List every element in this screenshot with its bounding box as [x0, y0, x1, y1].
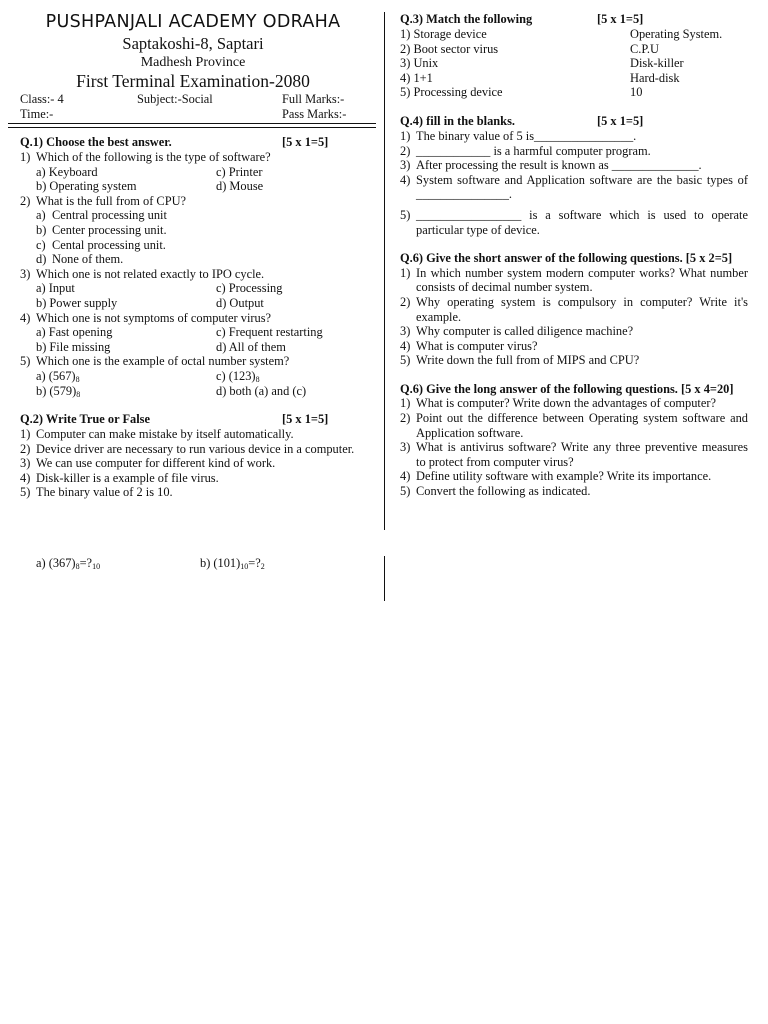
- q1-options-row: a) Input c) Processing: [36, 281, 283, 296]
- header-rule-bottom: [8, 127, 376, 128]
- convert-b: b) $(101)_{10}=?_2$: [200, 556, 265, 571]
- q2-item: 3) We can use computer for different kind of work.: [20, 456, 276, 471]
- q3-match-row: 4) 1+1 Hard-disk: [400, 70, 680, 85]
- q3-match-row: 1) Storage device Operating System.: [400, 27, 723, 41]
- q6-long-item: 3) What is antivirus software? Write any three preventive measures to protect from computer virus?: [400, 440, 748, 469]
- q6-short-heading: Q.6) Give the short answer of the following questions. [5 x 2=5]: [400, 251, 733, 266]
- q6-short-item: 2) Why operating system is compulsory in computer? Write it's example.: [400, 294, 748, 324]
- q1-item: 1) Which of the following is the type of software?: [20, 150, 271, 164]
- q6-long-item: 4) Define utility software with example? Write its importance.: [400, 469, 712, 484]
- header-rule-top: [8, 123, 376, 124]
- q1-heading: [20, 135, 372, 150]
- q6-short-item: 4) What is computer virus?: [400, 338, 538, 353]
- q1-marks: [5 x 1=5]: [282, 135, 329, 149]
- q4-heading: [400, 114, 748, 129]
- q3-marks: [5 x 1=5]: [597, 12, 644, 26]
- exam-title: First Terminal Examination-2080: [76, 71, 310, 91]
- q1-options-row: a) $(567)_8$ c) $(123)_8$: [36, 368, 260, 384]
- column-divider-lower: [384, 556, 385, 601]
- q1-options-row: b) Power supply d) Output: [36, 295, 264, 310]
- province: Madhesh Province: [140, 55, 246, 70]
- column-divider: [384, 12, 385, 530]
- q6-long-item: 5) Convert the following as indicated.: [400, 484, 591, 499]
- left-column: [20, 12, 372, 500]
- class-label: Class:- 4: [20, 92, 64, 106]
- info-row-1: [20, 92, 372, 107]
- pass-marks-label: Pass Marks:-: [282, 107, 347, 121]
- q6-long-item: 2) Point out the difference between Operating system software and Application software.: [400, 411, 748, 440]
- q1-options-row: a) Fast opening c) Frequent restarting: [36, 325, 323, 340]
- q6-short-item: 5) Write down the full from of MIPS and CPU?: [400, 353, 640, 368]
- info-row-2: [20, 107, 372, 122]
- q1-options-row: b) File missing d) All of them: [36, 339, 286, 354]
- time-label: Time:-: [20, 107, 54, 121]
- q4-item: 5) _________________ is a software which is used to operate particular type of device.: [400, 207, 748, 237]
- q1-options-row: b) Operating system d) Mouse: [36, 179, 264, 194]
- subject-label: Subject:-Social: [137, 92, 213, 106]
- q2-marks: [5 x 1=5]: [282, 412, 329, 427]
- q6-long-heading: Q.6) Give the long answer of the following questions. [5 x 4=20]: [400, 381, 734, 396]
- q2-title: Q.2) Write True or False: [20, 412, 150, 427]
- q4-item: 3) After processing the result is known as ______________.: [400, 158, 702, 173]
- q1-item: 5) Which one is the example of octal number system?: [20, 354, 290, 369]
- q2-heading: [20, 412, 372, 427]
- q4-item: 2) ____________ is a harmful computer program.: [400, 143, 651, 158]
- q2-item: 5) The binary value of 2 is 10.: [20, 485, 173, 500]
- q6-long-item: 1) What is computer? Write down the advantages of computer?: [400, 396, 716, 411]
- convert-a: a) $(367)_8=?_{10}$: [36, 556, 101, 571]
- q3-heading: [400, 12, 748, 27]
- q1-option: a) Central processing unit: [36, 208, 167, 223]
- q4-item: 1) The binary value of 5 is________________.: [400, 128, 637, 143]
- q2-item: 2) Device driver are necessary to run various device in a computer.: [20, 441, 355, 456]
- right-column: [400, 12, 748, 499]
- q1-item: 3) Which one is not related exactly to IPO cycle.: [20, 266, 265, 281]
- q1-option: d) None of them.: [36, 252, 124, 267]
- q4-marks: [5 x 1=5]: [597, 113, 644, 128]
- q3-match-row: 2) Boot sector virus C.P.U: [400, 41, 659, 56]
- q1-options-row: a) Keyboard c) Printer: [36, 164, 263, 179]
- q4-item: 4) System software and Application software are the basic types of _______________.: [400, 172, 748, 202]
- full-marks-label: Full Marks:-: [282, 92, 345, 106]
- q2-item: 1) Computer can make mistake by itself automatically.: [20, 427, 294, 442]
- q1-option: b) Center processing unit.: [36, 222, 167, 237]
- school-name: PUSHPANJALI ACADEMY ODRAHA: [45, 12, 341, 32]
- q3-match-row: 3) Unix Disk-killer: [400, 56, 684, 71]
- q6-short-item: 1) In which number system modern computer works? What number consists of decimal number system.: [400, 265, 748, 295]
- q1-title: Q.1) Choose the best answer.: [20, 135, 172, 149]
- q3-match-row: 5) Processing device 10: [400, 85, 643, 100]
- school-address: Saptakoshi-8, Saptari: [122, 34, 264, 53]
- q3-title: Q.3) Match the following: [400, 12, 533, 26]
- q6-short-item: 3) Why computer is called diligence machine?: [400, 324, 634, 339]
- q1-item: 2) What is the full from of CPU?: [20, 193, 187, 208]
- q4-title: Q.4) fill in the blanks.: [400, 113, 515, 128]
- q1-item: 4) Which one is not symptoms of computer virus?: [20, 310, 272, 325]
- q2-item: 4) Disk-killer is a example of file virus.: [20, 470, 219, 485]
- q1-options-row: b) $(579)_8$ d) both (a) and (c): [36, 383, 307, 399]
- q1-option: c) Cental processing unit.: [36, 237, 166, 252]
